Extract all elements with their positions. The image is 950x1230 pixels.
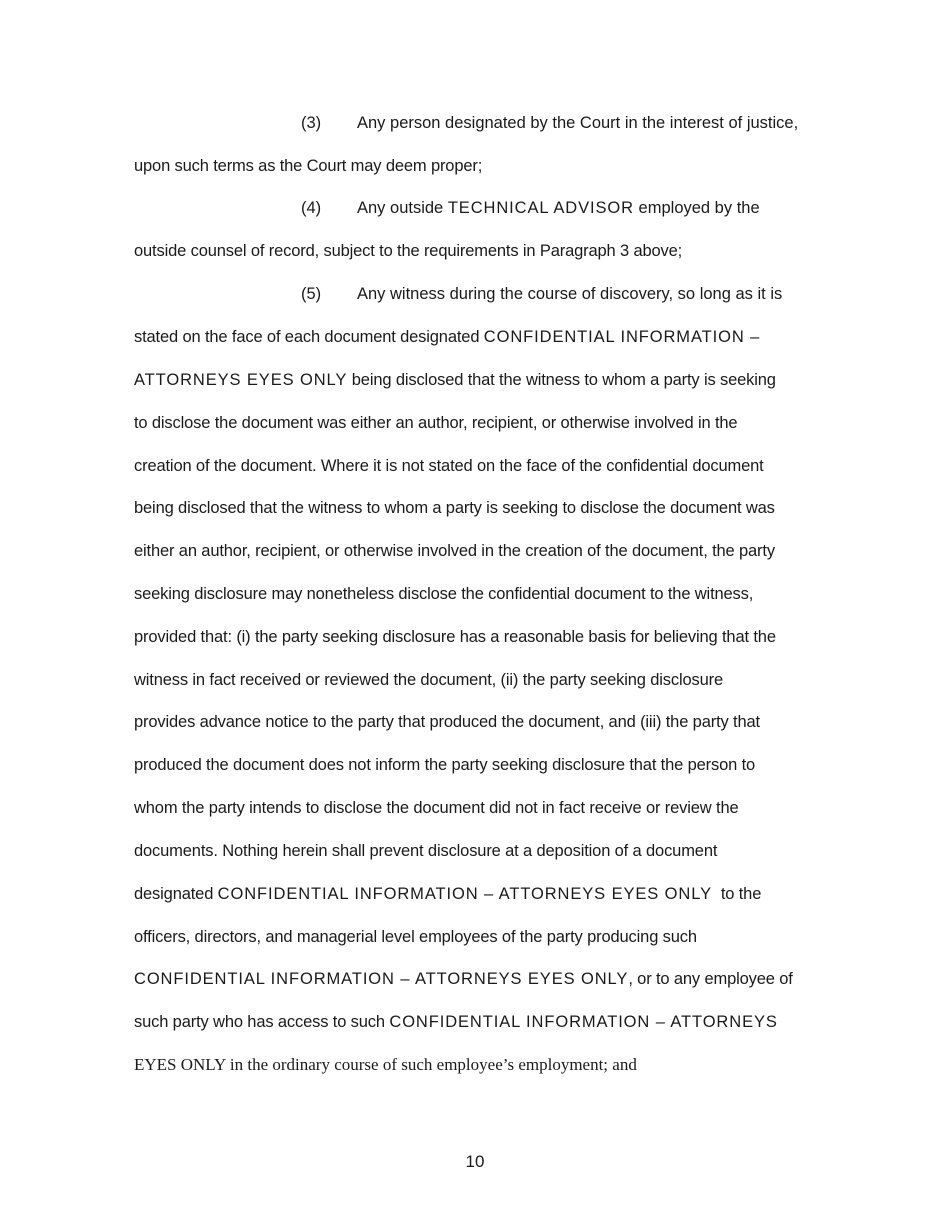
body-line: creation of the document. Where it is not stated on the face of the confidential document — [134, 457, 764, 475]
body-line: CONFIDENTIAL INFORMATION – ATTORNEYS EYES ONLY, or to any employee of — [134, 970, 793, 988]
defined-term: TECHNICAL ADVISOR — [447, 199, 634, 217]
defined-term: CONFIDENTIAL INFORMATION – ATTORNEYS — [389, 1013, 778, 1031]
body-line: produced the document does not inform the party seeking disclosure that the person to — [134, 756, 756, 774]
defined-term: CONFIDENTIAL INFORMATION – ATTORNEYS EYES ONLY — [217, 885, 712, 903]
body-line: to disclose the document was either an author, recipient, or otherwise involved in the — [134, 414, 738, 432]
item-lead-text: Any witness during the course of discovery, so long as it is — [357, 285, 783, 303]
item-lead-text: Any outside TECHNICAL ADVISOR employed by the — [357, 199, 760, 217]
defined-term: CONFIDENTIAL INFORMATION – ATTORNEYS EYES ONLY — [134, 970, 629, 988]
item-number: (3) — [301, 114, 322, 132]
body-line: provided that: (i) the party seeking disclosure has a reasonable basis for believing that the — [134, 628, 776, 646]
body-line: witness in fact received or reviewed the document, (ii) the party seeking disclosure — [134, 671, 724, 689]
body-line: seeking disclosure may nonetheless disclose the confidential document to the witness, — [134, 585, 754, 603]
body-line: provides advance notice to the party that produced the document, and (iii) the party that — [134, 713, 760, 731]
defined-term: ATTORNEYS EYES ONLY — [134, 371, 348, 389]
body-line: upon such terms as the Court may deem proper; — [134, 157, 483, 175]
body-line: designated CONFIDENTIAL INFORMATION – ATTORNEYS EYES ONLY to the — [134, 885, 762, 903]
body-line: documents. Nothing herein shall prevent disclosure at a deposition of a document — [134, 842, 718, 860]
body-line: whom the party intends to disclose the document did not in fact receive or review the — [134, 799, 739, 817]
body-line: such party who has access to such CONFIDENTIAL INFORMATION – ATTORNEYS — [134, 1013, 778, 1031]
item-number: (4) — [301, 199, 322, 217]
body-line: either an author, recipient, or otherwise involved in the creation of the document, the party — [134, 542, 775, 560]
body-line: ATTORNEYS EYES ONLY being disclosed that the witness to whom a party is seeking — [134, 371, 776, 389]
defined-term: CONFIDENTIAL INFORMATION – — [483, 328, 761, 346]
item-lead-text: Any person designated by the Court in the interest of justice, — [357, 114, 799, 132]
body-line: EYES ONLY in the ordinary course of such employee’s employment; and — [134, 1055, 637, 1074]
body-line: outside counsel of record, subject to the requirements in Paragraph 3 above; — [134, 242, 683, 260]
page-number: 10 — [465, 1152, 485, 1171]
body-line: stated on the face of each document designated CONFIDENTIAL INFORMATION – — [134, 328, 761, 346]
item-number: (5) — [301, 285, 322, 303]
body-line: officers, directors, and managerial level employees of the party producing such — [134, 928, 697, 946]
body-line: being disclosed that the witness to whom a party is seeking to disclose the document was — [134, 499, 775, 517]
